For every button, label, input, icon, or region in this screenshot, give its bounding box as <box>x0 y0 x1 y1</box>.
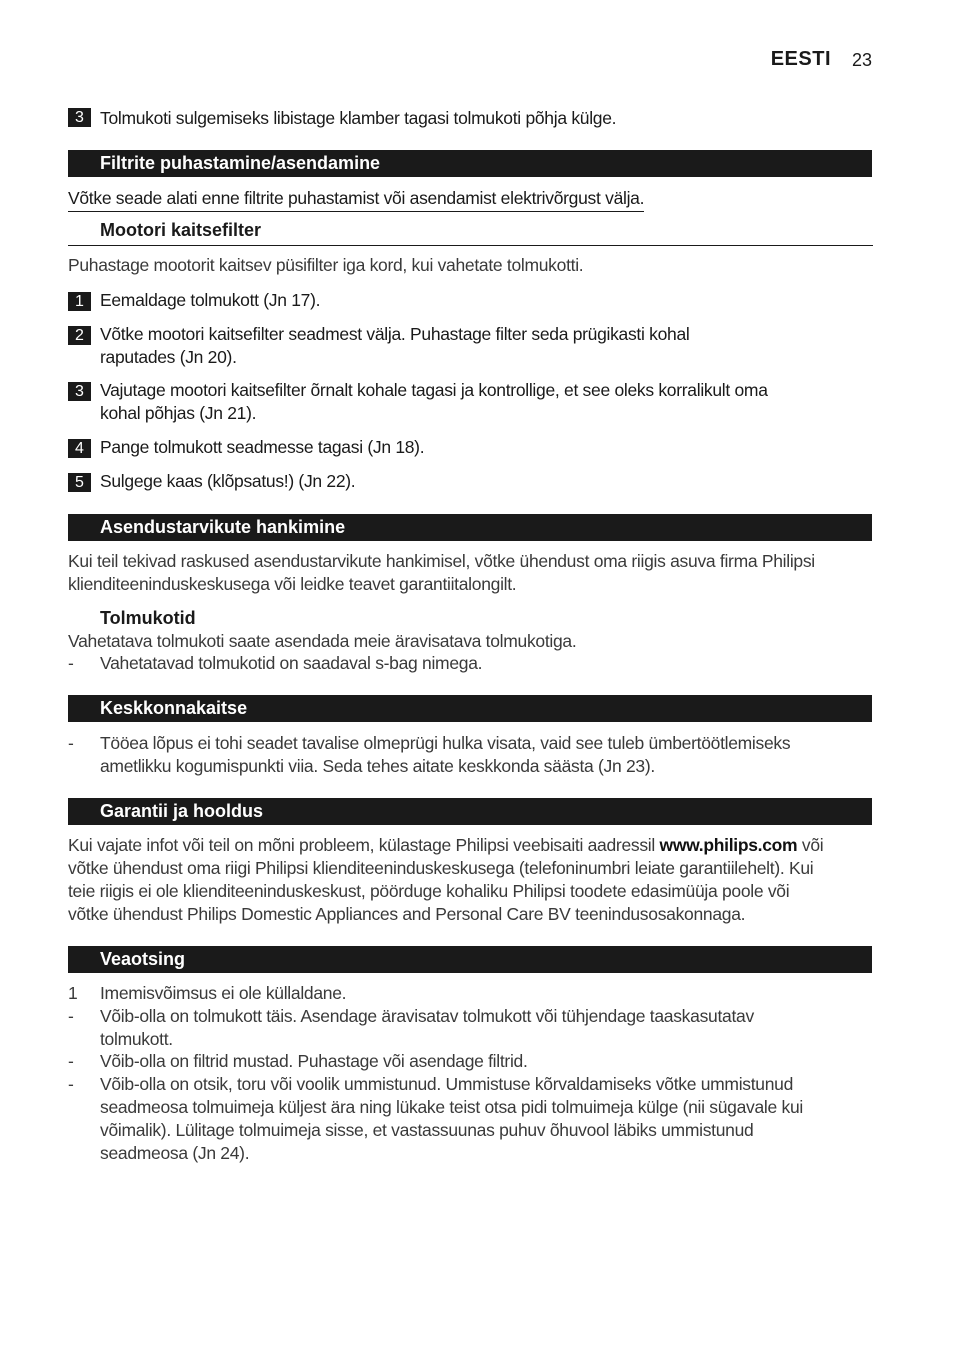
section-heading-accessories <box>68 514 872 541</box>
subheading-dustbags: Tolmukotid <box>100 608 196 628</box>
paragraph-dustbags: Vahetatava tolmukoti saate asendada meie äravisatava tolmukotiga. <box>68 631 577 651</box>
step-text-line: Võtke mootori kaitsefilter seadmest välja. Puhastage filter seda prügikasti kohal <box>100 324 690 344</box>
section-heading-text: Keskkonnakaitse <box>100 698 248 718</box>
step-number: 3 <box>68 108 91 127</box>
step-number: 2 <box>68 326 91 345</box>
website-link[interactable]: www.philips.com <box>659 835 798 855</box>
paragraph-guarantee <box>68 834 872 926</box>
bullet-line: seadmeosa tolmuimeja küljest ära ning lükake teist otsa pidi tolmuimeja külge (nii sügavale kui <box>100 1097 803 1117</box>
warning-text: Võtke seade alati enne filtrite puhastamist või asendamist elektrivõrgust välja. <box>68 187 644 212</box>
paragraph-text: Kui vajate infot või teil on mõni probleem, külastage Philipsi veebisaiti aadressil <box>68 835 660 855</box>
bullet-dash: - <box>68 1051 74 1071</box>
step-number: 4 <box>68 439 91 458</box>
section-heading-environment <box>68 695 872 722</box>
step-text-line: Vajutage mootori kaitsefilter õrnalt kohale tagasi ja kontrollige, et see oleks korralikult oma <box>100 380 768 400</box>
subheading-motor-filter: Mootori kaitsefilter <box>100 220 262 240</box>
step-text <box>100 323 872 369</box>
step-text: Pange tolmukott seadmesse tagasi (Jn 18). <box>100 437 425 457</box>
step-number: 5 <box>68 473 91 492</box>
paragraph-text: või <box>797 835 824 855</box>
divider <box>68 245 873 246</box>
bullet-dash: - <box>68 733 74 753</box>
bullet-line: Võib-olla on tolmukott täis. Asendage äravisatav tolmukott või tühjendage taaskasutatav <box>100 1006 754 1026</box>
paragraph-line: klienditeeninduskeskusega või leidke teavet garantiitalongilt. <box>68 574 517 594</box>
paragraph-line: Kui teil tekivad raskused asendustarvikute hankimisel, võtke ühendust oma riigis asuva firma Philipsi <box>68 551 815 571</box>
paragraph-line <box>68 834 872 857</box>
bullet-line: võimalik). Lülitage tolmuimeja sisse, et vastassuunas puhuv õhuvool läbiks ummistunud <box>100 1120 754 1140</box>
section-heading-text: Filtrite puhastamine/asendamine <box>100 153 381 173</box>
bullet-line: Võib-olla on otsik, toru või voolik ummistunud. Ummistuse kõrvaldamiseks võtke ummistunud <box>100 1074 794 1094</box>
bullet-dash: - <box>68 653 74 673</box>
step-number: 1 <box>68 292 91 311</box>
bullet-line: tolmukott. <box>100 1029 173 1049</box>
bullet-line: seadmeosa (Jn 24). <box>100 1143 250 1163</box>
step-text: Eemaldage tolmukott (Jn 17). <box>100 290 321 310</box>
section-heading-guarantee <box>68 798 872 825</box>
step-text-line: kohal põhjas (Jn 21). <box>100 403 257 423</box>
section-heading-filters <box>68 150 872 177</box>
page-number: 23 <box>851 50 872 70</box>
step-text: Tolmukoti sulgemiseks libistage klamber tagasi tolmukoti põhja külge. <box>100 108 617 128</box>
step-text-line: raputades (Jn 20). <box>100 347 237 367</box>
paragraph-accessories <box>68 550 872 596</box>
paragraph-intro: Puhastage mootorit kaitsev püsifilter iga kord, kui vahetate tolmukotti. <box>68 255 584 275</box>
step-text: Sulgege kaas (klõpsatus!) (Jn 22). <box>100 471 356 491</box>
paragraph-line: võtke ühendust Philips Domestic Appliances and Personal Care BV teenindusosakonnaga. <box>68 904 746 924</box>
bullet-text: Vahetatavad tolmukotid on saadaval s-bag nimega. <box>100 653 483 673</box>
language-label: EESTI <box>770 48 831 70</box>
bullet-line: Tööea lõpus ei tohi seadet tavalise olmeprügi hulka visata, vaid see tuleb ümbertöötlemiseks <box>100 733 791 753</box>
step-number: 3 <box>68 382 91 401</box>
paragraph-line: võtke ühendust oma riigi Philipsi klienditeeninduskeskusega (telefoninumbri leiate garantiilehelt). Kui <box>68 858 814 878</box>
step-text <box>100 379 872 425</box>
bullet-dash: - <box>68 1006 74 1026</box>
section-heading-text: Asendustarvikute hankimine <box>100 517 346 537</box>
bullet-text <box>100 1005 872 1051</box>
section-heading-troubleshooting <box>68 946 872 973</box>
paragraph-line: teie riigis ei ole klienditeeninduskeskust, pöörduge kohaliku Philipsi toodete edasimüüja poole või <box>68 881 790 901</box>
section-heading-text: Veaotsing <box>100 949 186 969</box>
problem-number: 1 <box>68 983 78 1003</box>
problem-text: Imemisvõimsus ei ole küllaldane. <box>100 983 347 1003</box>
bullet-line: ametlikku kogumispunkti viia. Seda tehes aitate keskkonda säästa (Jn 23). <box>100 756 655 776</box>
bullet-text: Võib-olla on filtrid mustad. Puhastage või asendage filtrid. <box>100 1051 528 1071</box>
bullet-text <box>100 732 872 778</box>
bullet-dash: - <box>68 1074 74 1094</box>
section-heading-text: Garantii ja hooldus <box>100 801 264 821</box>
bullet-text <box>100 1073 872 1165</box>
